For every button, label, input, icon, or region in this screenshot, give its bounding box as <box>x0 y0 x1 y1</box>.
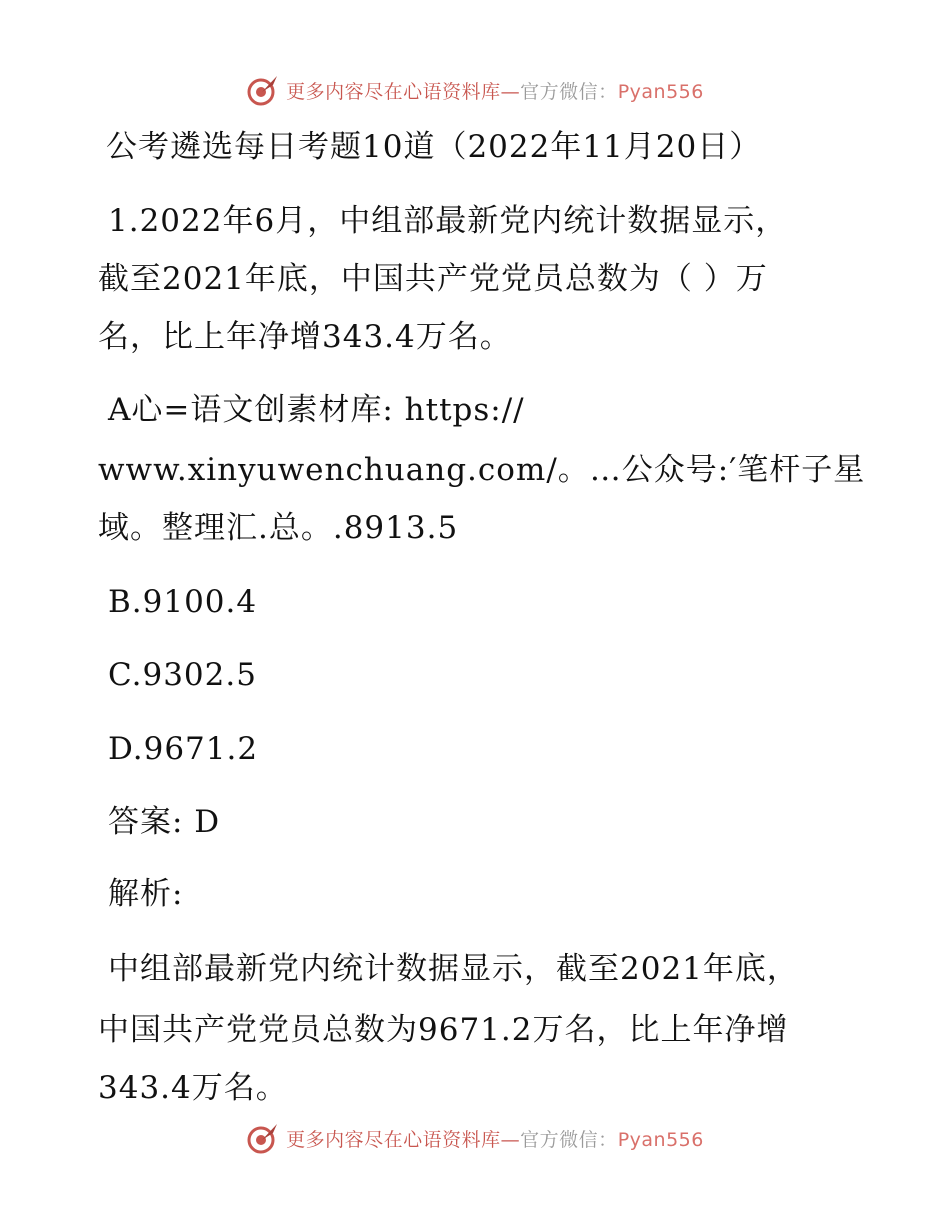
analysis-line-3: 343.4万名。 <box>98 1070 288 1106</box>
banner-separator: — <box>500 80 521 103</box>
analysis-label: 解析: <box>108 876 184 912</box>
question-stem-line-1: 1.2022年6月，中组部最新党内统计数据显示， <box>108 203 788 239</box>
banner-official-label: 官方微信： <box>520 1128 618 1151</box>
banner-text <box>286 77 704 104</box>
option-d: D.9671.2 <box>108 731 259 767</box>
banner-wechat-id: Pyan556 <box>617 1128 704 1151</box>
quill-logo-icon <box>246 73 280 107</box>
quill-logo-icon <box>246 1121 280 1155</box>
option-a-line-1: A心=语文创素材库: https:// <box>108 392 525 428</box>
analysis-line-2: 中国共产党党员总数为9671.2万名，比上年净增 <box>98 1012 789 1048</box>
question-stem-line-2: 截至2021年底，中国共产党党员总数为（ ）万 <box>98 261 768 297</box>
analysis-line-1: 中组部最新党内统计数据显示，截至2021年底， <box>108 951 799 987</box>
footer-watermark-banner <box>0 1118 950 1158</box>
question-stem-line-3: 名，比上年净增343.4万名。 <box>98 319 512 355</box>
option-a-line-2: www.xinyuwenchuang.com/。…公众号:′笔杆子星 <box>98 452 866 488</box>
option-b: B.9100.4 <box>108 584 258 620</box>
banner-brand: 更多内容尽在心语资料库 <box>286 80 501 103</box>
banner-text <box>286 1125 704 1152</box>
banner-wechat-id: Pyan556 <box>617 80 704 103</box>
header-watermark-banner <box>0 70 950 110</box>
answer-line: 答案: D <box>108 804 221 840</box>
banner-separator: — <box>500 1128 521 1151</box>
banner-brand: 更多内容尽在心语资料库 <box>286 1128 501 1151</box>
option-a-line-3: 域。整理汇.总。.8913.5 <box>98 510 459 546</box>
option-c: C.9302.5 <box>108 657 257 693</box>
banner-official-label: 官方微信： <box>520 80 618 103</box>
document-title: 公考遴选每日考题10道（2022年11月20日） <box>106 129 762 165</box>
